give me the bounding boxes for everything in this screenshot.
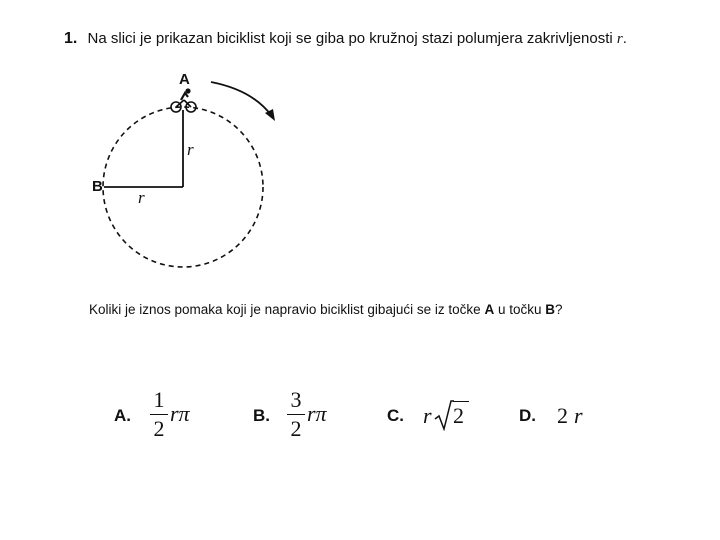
option-b-letter: B. [253, 406, 270, 425]
prompt-point-b: B [545, 302, 556, 317]
prompt-point-a: A [484, 302, 495, 317]
option-c-r: r [423, 403, 432, 428]
track-diagram [80, 60, 300, 280]
option-d-letter: D. [519, 406, 536, 425]
option-b-fraction [287, 388, 305, 441]
option-c-letter: C. [387, 406, 404, 425]
statement-end: . [622, 30, 627, 47]
question-statement: Na slici je prikazan biciklist koji se giba po kružnoj stazi polumjera zakrivljenosti [87, 30, 613, 47]
option-c[interactable] [387, 388, 497, 448]
radius-variable: r [616, 31, 623, 47]
radius-label-horizontal: r [138, 188, 145, 207]
cyclist-icon [171, 88, 196, 112]
option-d-r: r [574, 403, 583, 428]
direction-arc [211, 82, 271, 115]
option-b-denominator: 2 [290, 416, 302, 441]
prompt-part-1: Koliki je iznos pomaka koji je napravio biciklist gibajući se iz točke [89, 302, 481, 317]
question-text [64, 30, 627, 48]
option-a-rest: rπ [170, 401, 190, 426]
point-b-label: B [92, 178, 103, 195]
option-d[interactable] [519, 388, 609, 448]
question-number: 1. [64, 30, 78, 47]
radius-label-vertical: r [187, 140, 194, 159]
option-a-letter: A. [114, 406, 131, 425]
prompt-text [89, 302, 563, 317]
option-a-denominator: 2 [153, 416, 165, 441]
prompt-part-2: u točku [497, 302, 542, 317]
option-b-rest: rπ [307, 401, 327, 426]
option-c-radicand: 2 [453, 403, 464, 428]
option-a-numerator: 1 [153, 387, 165, 412]
circular-track-figure [80, 60, 300, 280]
option-a[interactable] [114, 388, 224, 448]
option-b-numerator: 3 [290, 387, 302, 412]
point-a-label: A [179, 71, 190, 88]
option-a-fraction [150, 388, 168, 441]
option-d-coef: 2 [557, 403, 568, 428]
option-b[interactable] [253, 388, 363, 448]
prompt-end: ? [555, 302, 563, 317]
sqrt-sign-icon [434, 399, 454, 431]
